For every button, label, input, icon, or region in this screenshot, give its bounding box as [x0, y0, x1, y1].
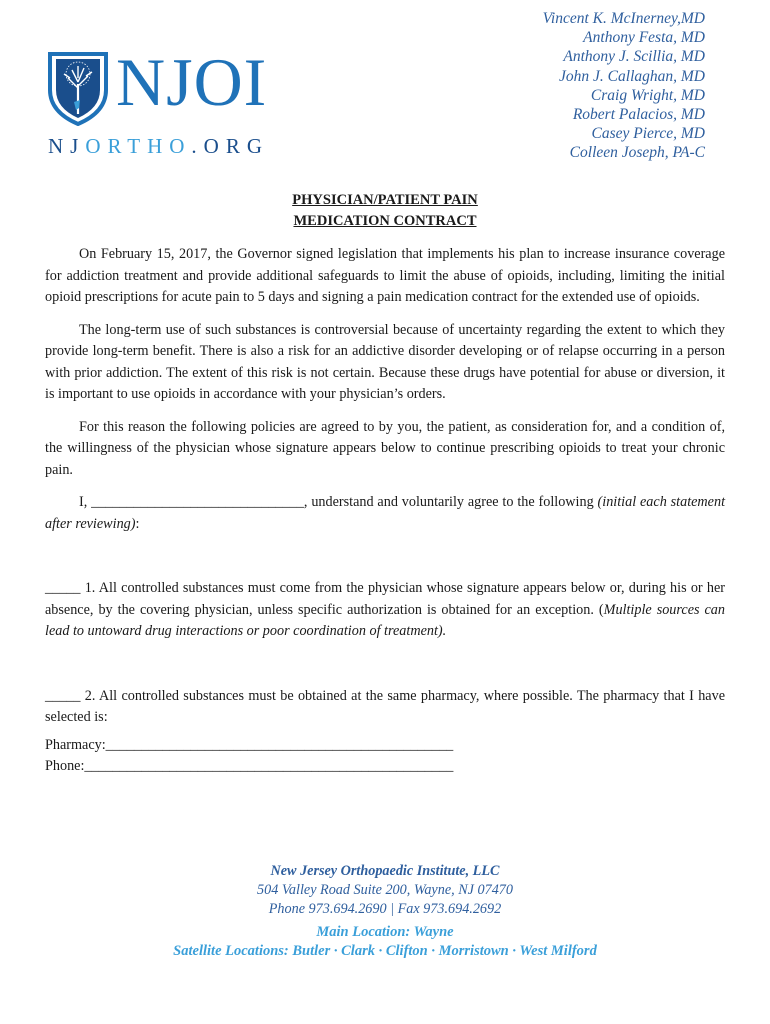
- logo-website: [48, 134, 269, 159]
- agreement-suffix: :: [135, 515, 140, 532]
- title-line-2: MEDICATION CONTRACT: [293, 213, 477, 229]
- footer-satellite-locations: Satellite Locations: Butler · Clark · Clifton · Morristown · West Milford: [173, 943, 597, 959]
- phone-field: Phone:____________________________________________________: [45, 758, 454, 774]
- document-title: [0, 190, 770, 232]
- list-item-1: [45, 578, 725, 643]
- physician-name: Craig Wright, MD: [590, 86, 705, 104]
- paragraph-legislation: On February 15, 2017, the Governor signed legislation that implements his plan to increase insurance coverage for addiction treatment and provide additional safeguards to limit the abuse of opioids, including, limiting the initial opioid prescriptions for acute pain to 5 days and signing a pain medication contract for the extended use of opioids.: [45, 246, 725, 305]
- logo-website-highlight: ORTHO: [85, 134, 192, 158]
- footer-phone-fax: Phone 973.694.2690 | Fax 973.694.2692: [268, 901, 502, 917]
- pharmacy-field: Pharmacy:_________________________________________________: [45, 736, 454, 753]
- physician-name: Anthony J. Scillia, MD: [563, 48, 705, 66]
- paragraph-policy: For this reason the following policies are agreed to by you, the patient, as consideration for, and a condition of, the willingness of the physician whose signature appears below to continue prescribing opioids to treat your chronic pain.: [45, 418, 725, 478]
- physician-name: Anthony Festa, MD: [583, 29, 705, 47]
- document-body: [45, 244, 725, 778]
- item-1-italic: Multiple sources can lead to untoward drug interactions or poor coordination of treatment).: [45, 601, 725, 639]
- physician-list: [543, 9, 705, 163]
- item-1-text: _____ 1. All controlled substances must come from the physician whose signature appears below or, during his or her absence, by the covering physician, unless specific authorization is obtained for an exception. (: [45, 580, 725, 618]
- paragraph-agreement: [45, 492, 725, 535]
- physician-name: Colleen Joseph, PA-C: [569, 144, 705, 162]
- footer-main-location: Main Location: Wayne: [316, 924, 454, 940]
- physician-name: John J. Callaghan, MD: [559, 67, 705, 85]
- list-item-2: _____ 2. All controlled substances must be obtained at the same pharmacy, where possible. The pharmacy that I have selected is:: [45, 687, 725, 725]
- paragraph-risk: The long-term use of such substances is controversial because of uncertainty regarding the extent to which they provide long-term benefit. There is also a risk for an addictive disorder developing or of relapse occurring in a person with prior addiction. The extent of this risk is not certain. Because these drugs have potential for abuse or diversion, it is important to use opioids in accordance with your physician’s orders.: [45, 321, 725, 402]
- physician-name: Vincent K. McInerney,MD: [542, 10, 705, 27]
- footer-org: New Jersey Orthopaedic Institute, LLC: [270, 863, 500, 879]
- logo-website-text: NJORTHO.ORG: [48, 134, 270, 158]
- agreement-italic: (initial each statement after reviewing): [45, 494, 726, 532]
- title-line-1: PHYSICIAN/PATIENT PAIN: [292, 192, 478, 208]
- footer-address: 504 Valley Road Suite 200, Wayne, NJ 07470: [257, 882, 513, 898]
- physician-name: Robert Palacios, MD: [572, 106, 705, 124]
- agreement-text: I, ______________________________, understand and voluntarily agree to the following: [79, 494, 598, 510]
- njoi-logo: [46, 44, 286, 160]
- shield-tree-icon: [46, 48, 110, 126]
- physician-name: Casey Pierce, MD: [591, 125, 705, 143]
- logo-wordmark: NJOI: [116, 44, 268, 120]
- footer: [0, 862, 770, 961]
